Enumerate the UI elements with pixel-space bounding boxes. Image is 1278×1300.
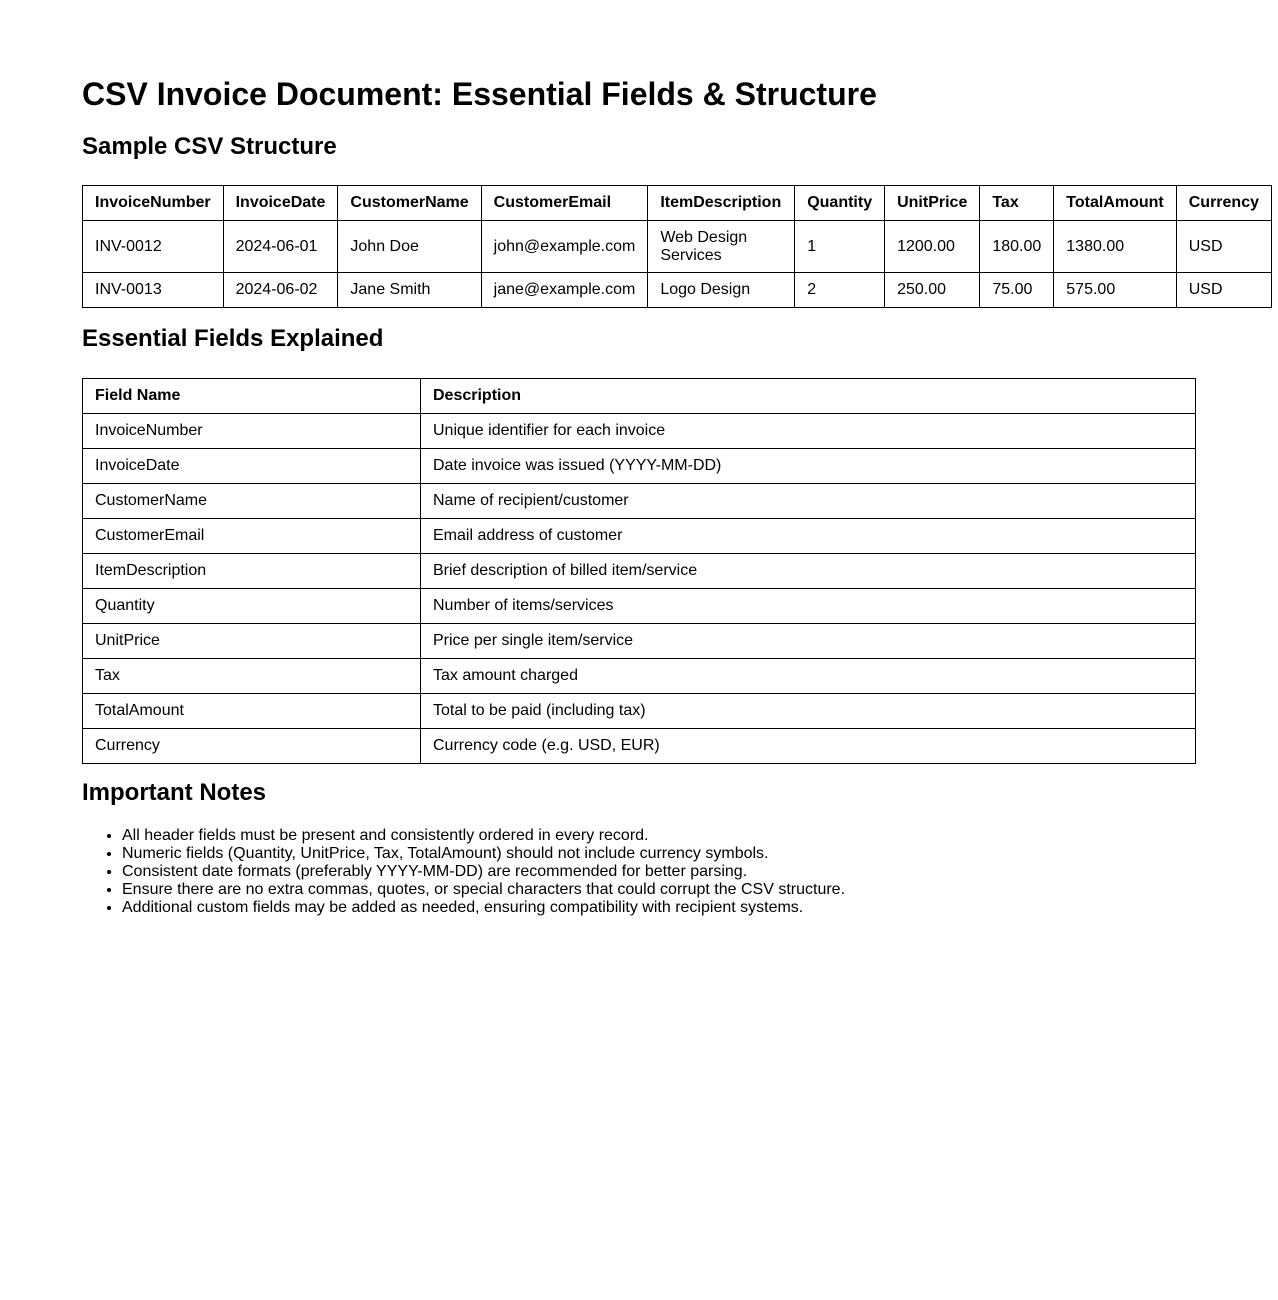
fields-header-cell: Description [421,379,1196,414]
field-description-cell: Email address of customer [421,519,1196,554]
sample-header-cell: UnitPrice [885,186,980,221]
table-cell: john@example.com [481,221,648,273]
field-name-cell: ItemDescription [83,554,421,589]
sample-header-cell: Currency [1176,186,1271,221]
field-name-cell: UnitPrice [83,624,421,659]
table-row [83,589,1196,624]
table-row [83,694,1196,729]
field-name-cell: Currency [83,729,421,764]
sample-header-cell: InvoiceNumber [83,186,224,221]
list-item: • All header fields must be present and consistently ordered in every record. [122,827,845,845]
notes-section-heading: Important Notes [82,779,267,806]
sample-section-heading: Sample CSV Structure [82,133,337,160]
table-row [83,414,1196,449]
table-cell: John Doe [338,221,481,273]
field-name-cell: Quantity [83,589,421,624]
field-description-cell: Currency code (e.g. USD, EUR) [421,729,1196,764]
table-cell: 575.00 [1054,273,1176,308]
field-description-cell: Brief description of billed item/service [421,554,1196,589]
list-item: • Numeric fields (Quantity, UnitPrice, Tax, TotalAmount) should not include currency symbols. [122,845,845,863]
table-cell: Logo Design [648,273,795,308]
field-description-cell: Unique identifier for each invoice [421,414,1196,449]
field-description-cell: Date invoice was issued (YYYY-MM-DD) [421,449,1196,484]
table-cell: jane@example.com [481,273,648,308]
table-cell: 75.00 [980,273,1054,308]
table-cell: USD [1176,221,1271,273]
field-description-cell: Name of recipient/customer [421,484,1196,519]
sample-header-cell: Tax [980,186,1054,221]
field-description-cell: Total to be paid (including tax) [421,694,1196,729]
sample-header-cell: InvoiceDate [223,186,338,221]
field-name-cell: Tax [83,659,421,694]
table-row [83,554,1196,589]
table-cell: USD [1176,273,1271,308]
list-item: • Ensure there are no extra commas, quotes, or special characters that could corrupt the CSV structure. [122,881,845,899]
sample-header-cell: Quantity [795,186,885,221]
table-cell: 2024-06-01 [223,221,338,273]
table-cell: 2 [795,273,885,308]
field-name-cell: InvoiceDate [83,449,421,484]
field-name-cell: InvoiceNumber [83,414,421,449]
fields-header-cell: Field Name [83,379,421,414]
list-item: • Consistent date formats (preferably YYYY-MM-DD) are recommended for better parsing. [122,863,845,881]
sample-header-cell: CustomerEmail [481,186,648,221]
table-cell: 1 [795,221,885,273]
field-description-cell: Price per single item/service [421,624,1196,659]
table-cell: 180.00 [980,221,1054,273]
sample-header-cell: CustomerName [338,186,481,221]
table-row [83,449,1196,484]
sample-header-cell: ItemDescription [648,186,795,221]
table-cell: 250.00 [885,273,980,308]
field-description-cell: Number of items/services [421,589,1196,624]
page-title: CSV Invoice Document: Essential Fields & Structure [82,76,877,112]
field-description-cell: Tax amount charged [421,659,1196,694]
list-item: • Additional custom fields may be added as needed, ensuring compatibility with recipient systems. [122,899,845,917]
fields-section-heading: Essential Fields Explained [82,325,384,352]
table-row [83,624,1196,659]
table-row [83,221,1272,273]
table-cell: 1380.00 [1054,221,1176,273]
field-name-cell: CustomerEmail [83,519,421,554]
table-row [83,659,1196,694]
table-cell: 2024-06-02 [223,273,338,308]
table-row [83,484,1196,519]
table-cell: INV-0013 [83,273,224,308]
table-cell: 1200.00 [885,221,980,273]
table-row [83,273,1272,308]
table-cell: INV-0012 [83,221,224,273]
fields-table-header-row [83,379,1196,414]
table-cell: Jane Smith [338,273,481,308]
table-row [83,519,1196,554]
sample-header-cell: TotalAmount [1054,186,1176,221]
field-name-cell: TotalAmount [83,694,421,729]
notes-list [82,827,845,917]
fields-table [82,378,1196,764]
sample-csv-table [82,185,1272,308]
table-row [83,729,1196,764]
table-cell: Web Design Services [648,221,795,273]
sample-table-header-row [83,186,1272,221]
field-name-cell: CustomerName [83,484,421,519]
